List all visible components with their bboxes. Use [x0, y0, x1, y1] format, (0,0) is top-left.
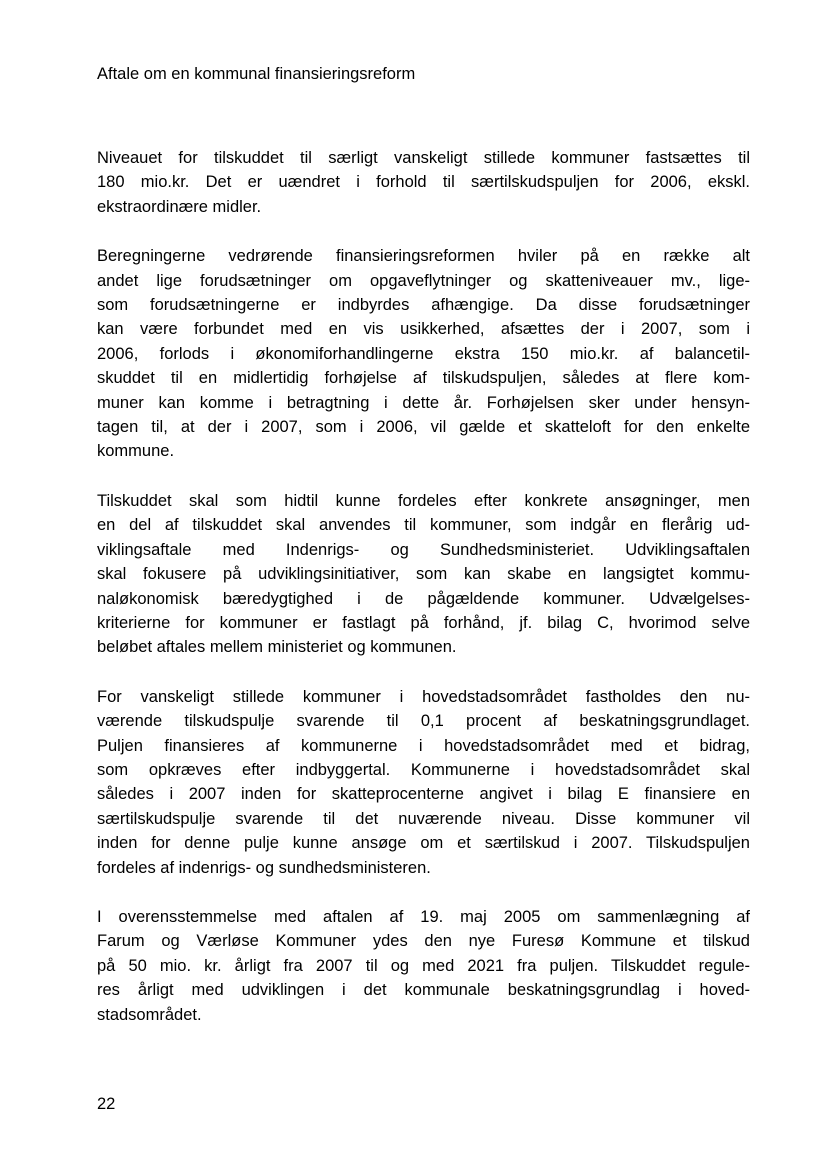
- text-line: For vanskeligt stillede kommuner i hovedstadsområdet fastholdes den nu-: [97, 687, 750, 706]
- text-line: på 50 mio. kr. årligt fra 2007 til og med 2021 fra puljen. Tilskuddet regule-: [97, 956, 750, 975]
- paragraph: [97, 489, 750, 660]
- text-line: som opkræves efter indbyggertal. Kommunerne i hovedstadsområdet skal: [97, 760, 750, 779]
- text-line: muner kan komme i betragtning i dette år. Forhøjelsen sker under hensyn-: [97, 393, 750, 412]
- text-line: således i 2007 inden for skatteprocenterne angivet i bilag E finansiere en: [97, 785, 750, 804]
- text-line: viklingsaftale med Indenrigs- og Sundhedsministeriet. Udviklingsaftalen: [97, 540, 750, 559]
- text-line: 180 mio.kr. Det er uændret i forhold til særtilskudspuljen for 2006, ekskl.: [97, 173, 750, 192]
- paragraph: [97, 244, 750, 464]
- text-line: Beregningerne vedrørende finansieringsreformen hviler på en række alt: [97, 247, 750, 266]
- paragraph: [97, 905, 750, 1027]
- text-line: Niveauet for tilskuddet til særligt vanskeligt stillede kommuner fastsættes til: [97, 149, 750, 167]
- text-line: stadsområdet.: [97, 1005, 202, 1024]
- page-number: 22: [97, 1095, 116, 1113]
- text-line: tagen til, at der i 2007, som i 2006, vil gælde et skatteloft for den enkelte: [97, 418, 750, 437]
- text-line: beløbet aftales mellem ministeriet og kommunen.: [97, 638, 457, 657]
- text-line: en del af tilskuddet skal anvendes til kommuner, som indgår en flerårig ud-: [97, 516, 750, 535]
- text-line: værende tilskudspulje svarende til 0,1 procent af beskatningsgrundlaget.: [97, 712, 750, 731]
- text-line: skal fokusere på udviklingsinitiativer, som kan skabe en langsigtet kommu-: [97, 565, 750, 584]
- text-line: skuddet til en midlertidig forhøjelse af tilskudspuljen, således at flere kom-: [97, 369, 750, 388]
- text-line: kommune.: [97, 442, 175, 461]
- paragraph: [97, 685, 750, 880]
- text-line: naløkonomisk bæredygtighed i de pågældende kommuner. Udvælgelses-: [97, 589, 750, 608]
- text-line: ekstraordinære midler.: [97, 197, 262, 216]
- text-line: I overensstemmelse med aftalen af 19. maj 2005 om sammenlægning af: [97, 907, 750, 926]
- text-line: Farum og Værløse Kommuner ydes den nye Furesø Kommune et tilskud: [97, 932, 750, 951]
- text-line: kriterierne for kommuner er fastlagt på forhånd, jf. bilag C, hvorimod selve: [97, 613, 750, 632]
- text-line: res årligt med udviklingen i det kommunale beskatningsgrundlag i hoved-: [97, 981, 750, 1000]
- text-line: Tilskuddet skal som hidtil kunne fordeles efter konkrete ansøgninger, men: [97, 491, 750, 510]
- text-line: som forudsætningerne er indbyrdes afhængige. Da disse forudsætninger: [97, 296, 750, 315]
- text-line: inden for denne pulje kunne ansøge om et særtilskud i 2007. Tilskudspuljen: [97, 834, 750, 853]
- text-line: kan være forbundet med en vis usikkerhed, afsættes der i 2007, som i: [97, 320, 750, 339]
- text-line: Puljen finansieres af kommunerne i hovedstadsområdet med et bidrag,: [97, 736, 750, 755]
- text-line: 2006, forlods i økonomiforhandlingerne ekstra 150 mio.kr. af balancetil-: [97, 344, 750, 363]
- document-body: [97, 146, 750, 1052]
- text-line: fordeles af indenrigs- og sundhedsministeren.: [97, 858, 431, 877]
- paragraph: [97, 146, 750, 219]
- page-header: Aftale om en kommunal finansieringsreform: [97, 65, 416, 83]
- text-line: særtilskudspulje svarende til det nuværende niveau. Disse kommuner vil: [97, 809, 750, 828]
- text-line: andet lige forudsætninger om opgaveflytninger og skatteniveauer mv., lige-: [97, 271, 750, 290]
